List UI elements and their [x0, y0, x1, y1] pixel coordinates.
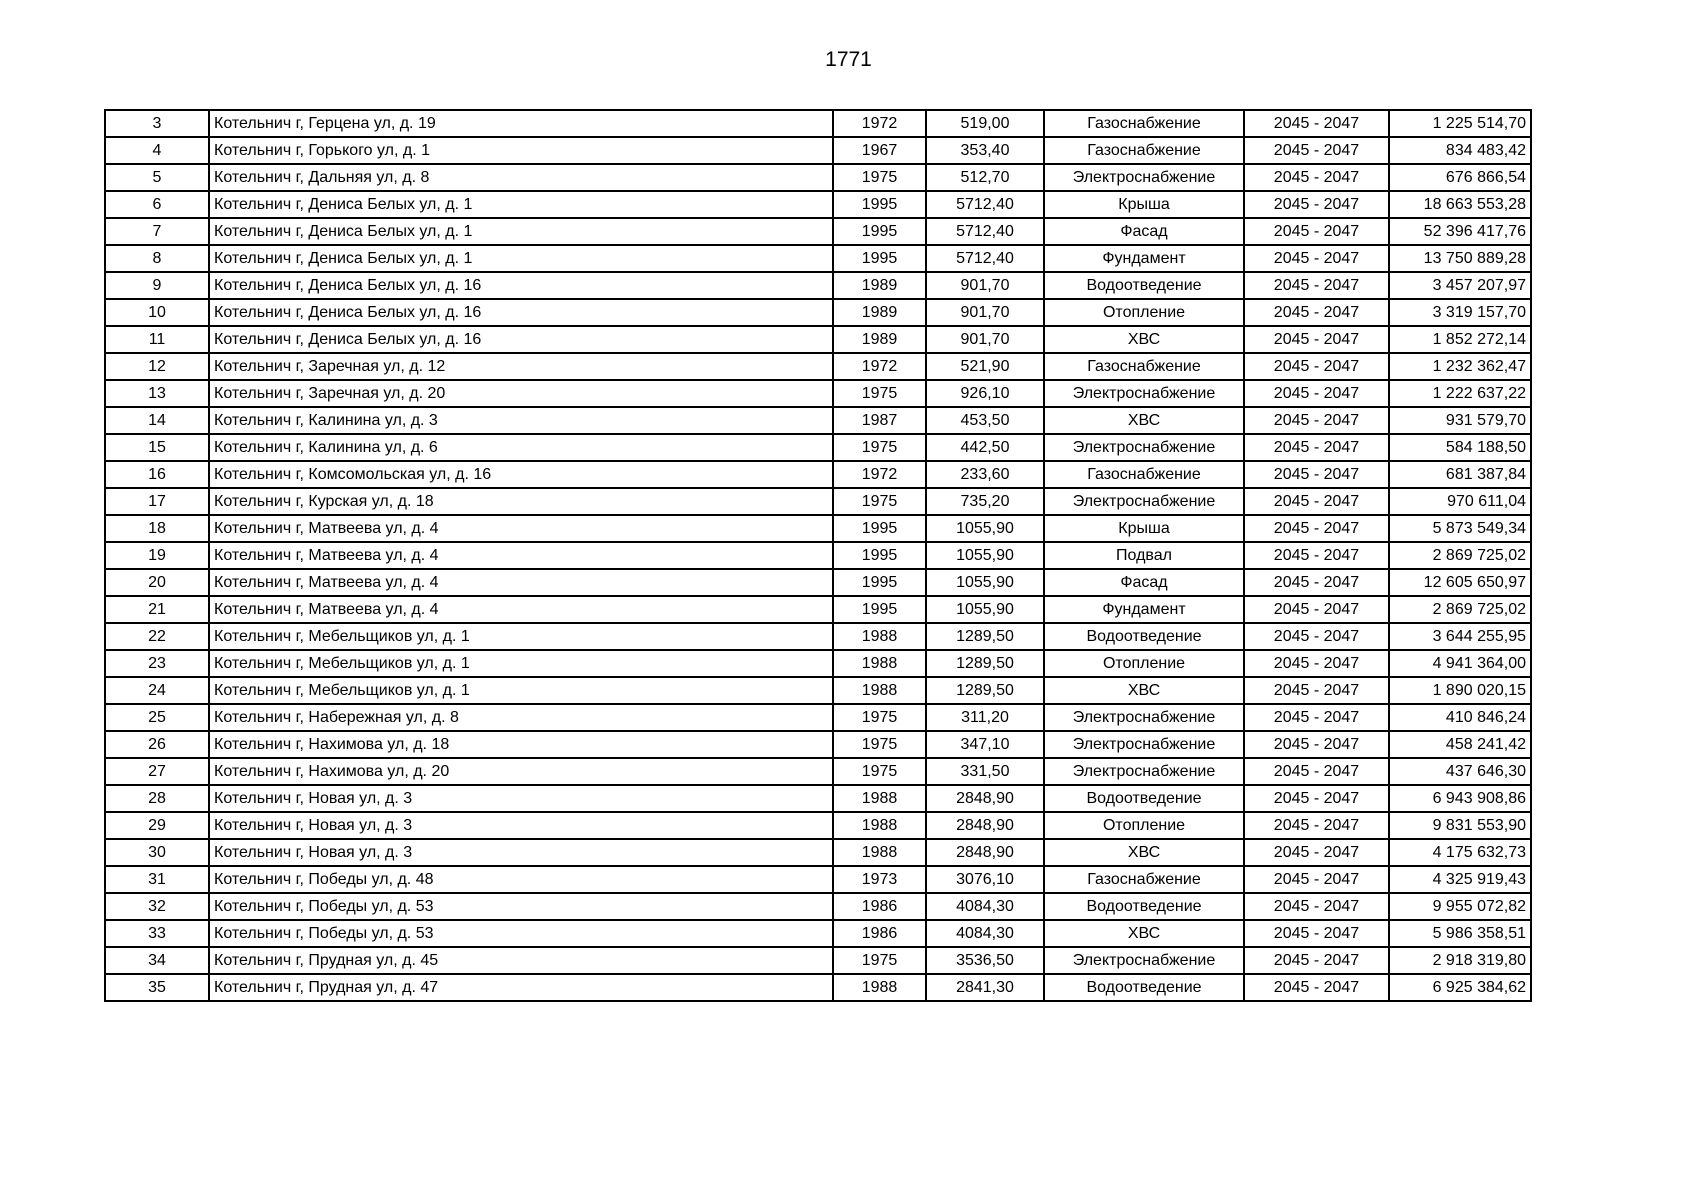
row-number-cell: 31 — [105, 866, 209, 893]
period-cell: 2045 - 2047 — [1244, 758, 1389, 785]
period-cell: 2045 - 2047 — [1244, 812, 1389, 839]
cost-cell: 3 319 157,70 — [1389, 299, 1531, 326]
row-number-cell: 5 — [105, 164, 209, 191]
year-cell: 1988 — [833, 785, 926, 812]
table-row — [105, 893, 1531, 920]
area-cell: 5712,40 — [926, 218, 1044, 245]
row-number-cell: 3 — [105, 110, 209, 137]
work-type-cell: Газоснабжение — [1044, 137, 1244, 164]
table-row — [105, 947, 1531, 974]
address-cell: Котельнич г, Новая ул, д. 3 — [209, 812, 833, 839]
address-cell: Котельнич г, Матвеева ул, д. 4 — [209, 569, 833, 596]
work-type-cell: Отопление — [1044, 812, 1244, 839]
address-cell: Котельнич г, Мебельщиков ул, д. 1 — [209, 677, 833, 704]
row-number-cell: 22 — [105, 623, 209, 650]
address-cell: Котельнич г, Матвеева ул, д. 4 — [209, 515, 833, 542]
year-cell: 1967 — [833, 137, 926, 164]
address-cell: Котельнич г, Победы ул, д. 53 — [209, 920, 833, 947]
period-cell: 2045 - 2047 — [1244, 866, 1389, 893]
cost-cell: 6 943 908,86 — [1389, 785, 1531, 812]
table-row — [105, 596, 1531, 623]
work-type-cell: Электроснабжение — [1044, 164, 1244, 191]
address-cell: Котельнич г, Прудная ул, д. 45 — [209, 947, 833, 974]
cost-cell: 12 605 650,97 — [1389, 569, 1531, 596]
table-row — [105, 245, 1531, 272]
year-cell: 1986 — [833, 893, 926, 920]
period-cell: 2045 - 2047 — [1244, 326, 1389, 353]
table-row — [105, 731, 1531, 758]
cost-cell: 681 387,84 — [1389, 461, 1531, 488]
cost-cell: 52 396 417,76 — [1389, 218, 1531, 245]
cost-cell: 4 325 919,43 — [1389, 866, 1531, 893]
year-cell: 1972 — [833, 461, 926, 488]
area-cell: 2848,90 — [926, 812, 1044, 839]
work-type-cell: ХВС — [1044, 920, 1244, 947]
work-type-cell: Фундамент — [1044, 245, 1244, 272]
row-number-cell: 19 — [105, 542, 209, 569]
period-cell: 2045 - 2047 — [1244, 677, 1389, 704]
area-cell: 3536,50 — [926, 947, 1044, 974]
row-number-cell: 18 — [105, 515, 209, 542]
area-cell: 311,20 — [926, 704, 1044, 731]
cost-cell: 1 225 514,70 — [1389, 110, 1531, 137]
table-row — [105, 704, 1531, 731]
area-cell: 353,40 — [926, 137, 1044, 164]
work-type-cell: Крыша — [1044, 515, 1244, 542]
area-cell: 1289,50 — [926, 623, 1044, 650]
work-type-cell: Водоотведение — [1044, 785, 1244, 812]
table-row — [105, 434, 1531, 461]
year-cell: 1995 — [833, 218, 926, 245]
cost-cell: 4 941 364,00 — [1389, 650, 1531, 677]
area-cell: 1055,90 — [926, 569, 1044, 596]
area-cell: 519,00 — [926, 110, 1044, 137]
area-cell: 3076,10 — [926, 866, 1044, 893]
cost-cell: 931 579,70 — [1389, 407, 1531, 434]
address-cell: Котельнич г, Набережная ул, д. 8 — [209, 704, 833, 731]
year-cell: 1972 — [833, 353, 926, 380]
period-cell: 2045 - 2047 — [1244, 461, 1389, 488]
cost-cell: 3 644 255,95 — [1389, 623, 1531, 650]
work-type-cell: Электроснабжение — [1044, 704, 1244, 731]
work-type-cell: Крыша — [1044, 191, 1244, 218]
work-type-cell: Газоснабжение — [1044, 461, 1244, 488]
cost-cell: 970 611,04 — [1389, 488, 1531, 515]
year-cell: 1975 — [833, 704, 926, 731]
year-cell: 1975 — [833, 164, 926, 191]
period-cell: 2045 - 2047 — [1244, 623, 1389, 650]
table-row — [105, 488, 1531, 515]
address-cell: Котельнич г, Герцена ул, д. 19 — [209, 110, 833, 137]
cost-cell: 1 890 020,15 — [1389, 677, 1531, 704]
period-cell: 2045 - 2047 — [1244, 164, 1389, 191]
row-number-cell: 11 — [105, 326, 209, 353]
address-cell: Котельнич г, Нахимова ул, д. 18 — [209, 731, 833, 758]
period-cell: 2045 - 2047 — [1244, 380, 1389, 407]
row-number-cell: 25 — [105, 704, 209, 731]
address-cell: Котельнич г, Калинина ул, д. 3 — [209, 407, 833, 434]
table-row — [105, 326, 1531, 353]
work-type-cell: Газоснабжение — [1044, 866, 1244, 893]
period-cell: 2045 - 2047 — [1244, 407, 1389, 434]
row-number-cell: 32 — [105, 893, 209, 920]
period-cell: 2045 - 2047 — [1244, 434, 1389, 461]
cost-cell: 3 457 207,97 — [1389, 272, 1531, 299]
cost-cell: 458 241,42 — [1389, 731, 1531, 758]
row-number-cell: 20 — [105, 569, 209, 596]
address-cell: Котельнич г, Заречная ул, д. 12 — [209, 353, 833, 380]
table-row — [105, 866, 1531, 893]
page-number: 1771 — [825, 48, 872, 71]
row-number-cell: 13 — [105, 380, 209, 407]
area-cell: 735,20 — [926, 488, 1044, 515]
table-row — [105, 515, 1531, 542]
work-type-cell: ХВС — [1044, 839, 1244, 866]
work-type-cell: Газоснабжение — [1044, 110, 1244, 137]
cost-cell: 1 852 272,14 — [1389, 326, 1531, 353]
table-row — [105, 920, 1531, 947]
row-number-cell: 26 — [105, 731, 209, 758]
table-row — [105, 812, 1531, 839]
period-cell: 2045 - 2047 — [1244, 218, 1389, 245]
work-type-cell: Водоотведение — [1044, 974, 1244, 1001]
area-cell: 2848,90 — [926, 839, 1044, 866]
year-cell: 1995 — [833, 191, 926, 218]
cost-cell: 834 483,42 — [1389, 137, 1531, 164]
period-cell: 2045 - 2047 — [1244, 137, 1389, 164]
table-row — [105, 623, 1531, 650]
cost-cell: 1 232 362,47 — [1389, 353, 1531, 380]
address-cell: Котельнич г, Матвеева ул, д. 4 — [209, 596, 833, 623]
address-cell: Котельнич г, Дениса Белых ул, д. 1 — [209, 191, 833, 218]
work-type-cell: Фасад — [1044, 218, 1244, 245]
table-row — [105, 272, 1531, 299]
row-number-cell: 9 — [105, 272, 209, 299]
work-type-cell: ХВС — [1044, 326, 1244, 353]
cost-cell: 5 986 358,51 — [1389, 920, 1531, 947]
row-number-cell: 34 — [105, 947, 209, 974]
address-cell: Котельнич г, Дениса Белых ул, д. 1 — [209, 245, 833, 272]
period-cell: 2045 - 2047 — [1244, 191, 1389, 218]
address-cell: Котельнич г, Дениса Белых ул, д. 16 — [209, 326, 833, 353]
table-row — [105, 974, 1531, 1001]
year-cell: 1995 — [833, 596, 926, 623]
cost-cell: 584 188,50 — [1389, 434, 1531, 461]
area-cell: 1289,50 — [926, 677, 1044, 704]
period-cell: 2045 - 2047 — [1244, 947, 1389, 974]
table-row — [105, 785, 1531, 812]
area-cell: 4084,30 — [926, 893, 1044, 920]
work-type-cell: Электроснабжение — [1044, 380, 1244, 407]
address-cell: Котельнич г, Матвеева ул, д. 4 — [209, 542, 833, 569]
area-cell: 926,10 — [926, 380, 1044, 407]
row-number-cell: 7 — [105, 218, 209, 245]
period-cell: 2045 - 2047 — [1244, 974, 1389, 1001]
table-row — [105, 542, 1531, 569]
work-type-cell: Водоотведение — [1044, 893, 1244, 920]
year-cell: 1975 — [833, 434, 926, 461]
row-number-cell: 15 — [105, 434, 209, 461]
address-cell: Котельнич г, Дениса Белых ул, д. 1 — [209, 218, 833, 245]
address-cell: Котельнич г, Дальняя ул, д. 8 — [209, 164, 833, 191]
work-type-cell: Электроснабжение — [1044, 947, 1244, 974]
period-cell: 2045 - 2047 — [1244, 596, 1389, 623]
year-cell: 1995 — [833, 515, 926, 542]
table-row — [105, 353, 1531, 380]
area-cell: 512,70 — [926, 164, 1044, 191]
work-type-cell: Электроснабжение — [1044, 434, 1244, 461]
work-type-cell: Отопление — [1044, 650, 1244, 677]
cost-cell: 2 869 725,02 — [1389, 596, 1531, 623]
row-number-cell: 33 — [105, 920, 209, 947]
cost-cell: 676 866,54 — [1389, 164, 1531, 191]
area-cell: 1055,90 — [926, 596, 1044, 623]
table-row — [105, 650, 1531, 677]
cost-cell: 9 955 072,82 — [1389, 893, 1531, 920]
address-cell: Котельнич г, Новая ул, д. 3 — [209, 785, 833, 812]
work-type-cell: Электроснабжение — [1044, 758, 1244, 785]
table-row — [105, 839, 1531, 866]
year-cell: 1989 — [833, 326, 926, 353]
work-type-cell: Отопление — [1044, 299, 1244, 326]
row-number-cell: 28 — [105, 785, 209, 812]
period-cell: 2045 - 2047 — [1244, 893, 1389, 920]
work-type-cell: Электроснабжение — [1044, 731, 1244, 758]
address-cell: Котельнич г, Мебельщиков ул, д. 1 — [209, 623, 833, 650]
area-cell: 901,70 — [926, 326, 1044, 353]
cost-cell: 5 873 549,34 — [1389, 515, 1531, 542]
work-type-cell: Фасад — [1044, 569, 1244, 596]
year-cell: 1975 — [833, 731, 926, 758]
address-cell: Котельнич г, Курская ул, д. 18 — [209, 488, 833, 515]
table-row — [105, 758, 1531, 785]
year-cell: 1988 — [833, 974, 926, 1001]
work-type-cell: Электроснабжение — [1044, 488, 1244, 515]
year-cell: 1988 — [833, 839, 926, 866]
area-cell: 1289,50 — [926, 650, 1044, 677]
year-cell: 1987 — [833, 407, 926, 434]
area-cell: 347,10 — [926, 731, 1044, 758]
address-cell: Котельнич г, Заречная ул, д. 20 — [209, 380, 833, 407]
period-cell: 2045 - 2047 — [1244, 353, 1389, 380]
table-row — [105, 407, 1531, 434]
period-cell: 2045 - 2047 — [1244, 920, 1389, 947]
row-number-cell: 35 — [105, 974, 209, 1001]
year-cell: 1972 — [833, 110, 926, 137]
row-number-cell: 4 — [105, 137, 209, 164]
row-number-cell: 16 — [105, 461, 209, 488]
year-cell: 1988 — [833, 623, 926, 650]
period-cell: 2045 - 2047 — [1244, 515, 1389, 542]
area-cell: 2841,30 — [926, 974, 1044, 1001]
work-type-cell: Водоотведение — [1044, 272, 1244, 299]
table-row — [105, 191, 1531, 218]
year-cell: 1975 — [833, 947, 926, 974]
work-type-cell: Газоснабжение — [1044, 353, 1244, 380]
table-row — [105, 677, 1531, 704]
area-cell: 4084,30 — [926, 920, 1044, 947]
period-cell: 2045 - 2047 — [1244, 272, 1389, 299]
work-type-cell: ХВС — [1044, 407, 1244, 434]
address-cell: Котельнич г, Дениса Белых ул, д. 16 — [209, 299, 833, 326]
address-cell: Котельнич г, Победы ул, д. 48 — [209, 866, 833, 893]
cost-cell: 2 918 319,80 — [1389, 947, 1531, 974]
area-cell: 331,50 — [926, 758, 1044, 785]
year-cell: 1975 — [833, 488, 926, 515]
table-row — [105, 569, 1531, 596]
year-cell: 1973 — [833, 866, 926, 893]
year-cell: 1988 — [833, 812, 926, 839]
area-cell: 901,70 — [926, 272, 1044, 299]
table-row — [105, 110, 1531, 137]
year-cell: 1975 — [833, 380, 926, 407]
row-number-cell: 21 — [105, 596, 209, 623]
row-number-cell: 29 — [105, 812, 209, 839]
work-type-cell: ХВС — [1044, 677, 1244, 704]
table-body — [105, 110, 1531, 1001]
table-row — [105, 299, 1531, 326]
period-cell: 2045 - 2047 — [1244, 704, 1389, 731]
year-cell: 1995 — [833, 542, 926, 569]
row-number-cell: 8 — [105, 245, 209, 272]
address-cell: Котельнич г, Новая ул, д. 3 — [209, 839, 833, 866]
period-cell: 2045 - 2047 — [1244, 839, 1389, 866]
row-number-cell: 10 — [105, 299, 209, 326]
table-row — [105, 164, 1531, 191]
area-cell: 442,50 — [926, 434, 1044, 461]
period-cell: 2045 - 2047 — [1244, 542, 1389, 569]
year-cell: 1986 — [833, 920, 926, 947]
area-cell: 2848,90 — [926, 785, 1044, 812]
table-row — [105, 380, 1531, 407]
area-cell: 5712,40 — [926, 191, 1044, 218]
cost-cell: 2 869 725,02 — [1389, 542, 1531, 569]
area-cell: 901,70 — [926, 299, 1044, 326]
repair-schedule-table — [104, 109, 1532, 1002]
area-cell: 521,90 — [926, 353, 1044, 380]
cost-cell: 410 846,24 — [1389, 704, 1531, 731]
table-row — [105, 137, 1531, 164]
address-cell: Котельнич г, Нахимова ул, д. 20 — [209, 758, 833, 785]
row-number-cell: 12 — [105, 353, 209, 380]
year-cell: 1989 — [833, 299, 926, 326]
cost-cell: 437 646,30 — [1389, 758, 1531, 785]
year-cell: 1988 — [833, 677, 926, 704]
address-cell: Котельнич г, Мебельщиков ул, д. 1 — [209, 650, 833, 677]
year-cell: 1995 — [833, 245, 926, 272]
period-cell: 2045 - 2047 — [1244, 245, 1389, 272]
address-cell: Котельнич г, Калинина ул, д. 6 — [209, 434, 833, 461]
row-number-cell: 23 — [105, 650, 209, 677]
cost-cell: 9 831 553,90 — [1389, 812, 1531, 839]
year-cell: 1995 — [833, 569, 926, 596]
year-cell: 1988 — [833, 650, 926, 677]
address-cell: Котельнич г, Горького ул, д. 1 — [209, 137, 833, 164]
period-cell: 2045 - 2047 — [1244, 569, 1389, 596]
period-cell: 2045 - 2047 — [1244, 785, 1389, 812]
work-type-cell: Подвал — [1044, 542, 1244, 569]
row-number-cell: 17 — [105, 488, 209, 515]
year-cell: 1975 — [833, 758, 926, 785]
area-cell: 1055,90 — [926, 515, 1044, 542]
area-cell: 1055,90 — [926, 542, 1044, 569]
row-number-cell: 24 — [105, 677, 209, 704]
work-type-cell: Фундамент — [1044, 596, 1244, 623]
row-number-cell: 6 — [105, 191, 209, 218]
address-cell: Котельнич г, Победы ул, д. 53 — [209, 893, 833, 920]
period-cell: 2045 - 2047 — [1244, 650, 1389, 677]
address-cell: Котельнич г, Дениса Белых ул, д. 16 — [209, 272, 833, 299]
area-cell: 5712,40 — [926, 245, 1044, 272]
row-number-cell: 27 — [105, 758, 209, 785]
cost-cell: 13 750 889,28 — [1389, 245, 1531, 272]
cost-cell: 4 175 632,73 — [1389, 839, 1531, 866]
address-cell: Котельнич г, Прудная ул, д. 47 — [209, 974, 833, 1001]
row-number-cell: 14 — [105, 407, 209, 434]
period-cell: 2045 - 2047 — [1244, 110, 1389, 137]
period-cell: 2045 - 2047 — [1244, 299, 1389, 326]
work-type-cell: Водоотведение — [1044, 623, 1244, 650]
period-cell: 2045 - 2047 — [1244, 488, 1389, 515]
address-cell: Котельнич г, Комсомольская ул, д. 16 — [209, 461, 833, 488]
cost-cell: 1 222 637,22 — [1389, 380, 1531, 407]
row-number-cell: 30 — [105, 839, 209, 866]
area-cell: 453,50 — [926, 407, 1044, 434]
year-cell: 1989 — [833, 272, 926, 299]
table-row — [105, 218, 1531, 245]
area-cell: 233,60 — [926, 461, 1044, 488]
table-row — [105, 461, 1531, 488]
cost-cell: 18 663 553,28 — [1389, 191, 1531, 218]
period-cell: 2045 - 2047 — [1244, 731, 1389, 758]
cost-cell: 6 925 384,62 — [1389, 974, 1531, 1001]
